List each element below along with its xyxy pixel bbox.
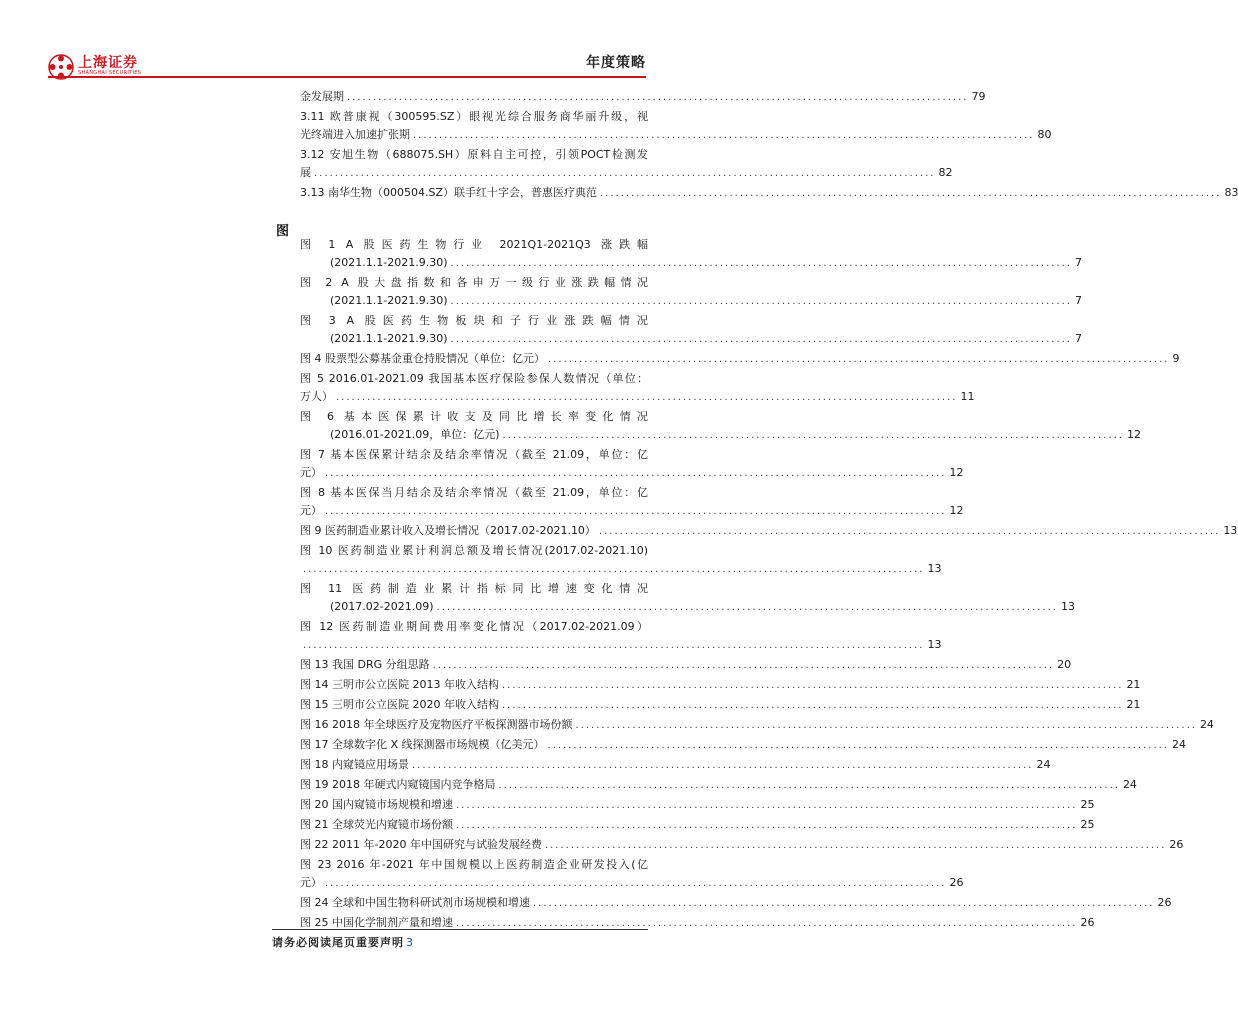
toc-entry-page: 12 [1126, 428, 1141, 441]
toc-entry[interactable] [300, 108, 1052, 144]
toc-entry-page: 9 [1172, 352, 1180, 365]
toc-entry-title: 元） [300, 504, 322, 517]
toc-entry[interactable] [300, 776, 1137, 794]
toc-entry-page: 21 [1126, 678, 1141, 691]
dot-leader: ........................................................................................................................ [533, 898, 1155, 909]
dot-leader: ........................................................................................................................ [303, 640, 925, 651]
dot-leader: ........................................................................................................................ [347, 92, 969, 103]
toc-entry[interactable] [300, 716, 1214, 734]
toc-entry-title: 金发展期 [300, 90, 344, 103]
dot-leader: ........................................................................................................................ [336, 392, 958, 403]
toc-entry-page: 80 [1037, 128, 1052, 141]
toc-entry-page: 26 [949, 876, 964, 889]
toc-entry-title: (2016.01-2021.09，单位：亿元) [330, 428, 500, 441]
dot-leader: ........................................................................................................................ [412, 760, 1034, 771]
toc-entry-title: 图 20 国内窥镜市场规模和增速 [300, 798, 453, 811]
page-header [0, 0, 724, 80]
toc-entry-title: 元） [300, 466, 322, 479]
toc-entry-title: 图 4 股票型公募基金重仓持股情况（单位：亿元） [300, 352, 545, 365]
toc-entry-page: 12 [949, 504, 964, 517]
toc-entry-title: 图 2 A 股大盘指数和各申万一级行业涨跌幅情况 [300, 276, 648, 289]
dot-leader: ........................................................................................................................ [498, 780, 1120, 791]
toc-entry[interactable] [300, 484, 964, 520]
dot-leader: ........................................................................................................................ [450, 296, 1072, 307]
toc-entry-title: 图 21 全球荧光内窥镜市场份额 [300, 818, 453, 831]
toc-entry-page: 13 [1060, 600, 1075, 613]
toc-entry[interactable] [300, 146, 953, 182]
toc-entry[interactable] [300, 274, 1082, 310]
toc-entry-title: 图 7 基本医保累计结余及结余率情况（截至 21.09，单位：亿 [300, 448, 648, 461]
toc-entry[interactable] [300, 836, 1184, 854]
toc-entry-title: 图 8 基本医保当月结余及结余率情况（截至 21.09，单位：亿 [300, 486, 648, 499]
toc-entry[interactable] [300, 580, 1075, 616]
toc-entry-page: 13 [1223, 524, 1238, 537]
dot-leader: ........................................................................................................................ [548, 354, 1170, 365]
toc-entry[interactable] [300, 856, 964, 892]
dot-leader: ........................................................................................................................ [456, 800, 1078, 811]
toc-entry-page: 83 [1224, 186, 1238, 199]
toc-entry-title: (2021.1.1-2021.9.30) [330, 294, 448, 307]
dot-leader: ........................................................................................................................ [544, 840, 1167, 851]
sections-list [300, 88, 1238, 204]
toc-entry-page: 26 [1169, 838, 1184, 851]
toc-entry[interactable] [300, 736, 1186, 754]
toc-entry-page: 12 [949, 466, 964, 479]
toc-entry-title: 图 24 全球和中国生物科研试剂市场规模和增速 [300, 896, 530, 909]
dot-leader: ........................................................................................................................ [450, 258, 1072, 269]
logo-text-en: SHANGHAI SECURITIES [78, 70, 142, 76]
dot-leader: ........................................................................................................................ [314, 168, 936, 179]
toc-entry-title: 元） [300, 876, 322, 889]
dot-leader: ........................................................................................................................ [325, 878, 947, 889]
toc-entry-title: 图 3 A 股医药生物板块和子行业涨跌幅情况 [300, 314, 648, 327]
toc-entry-page: 7 [1074, 294, 1082, 307]
toc-entry-title: 图 5 2016.01-2021.09 我国基本医疗保险参保人数情况（单位： [300, 372, 648, 385]
toc-entry-page: 21 [1126, 698, 1141, 711]
toc-entry-title: 图 23 2016 年-2021 年中国规模以上医药制造企业研发投入(亿 [300, 858, 648, 871]
toc-entry-title: 图 9 医药制造业累计收入及增长情况（2017.02-2021.10） [300, 524, 596, 537]
dot-leader: ........................................................................................................................ [456, 918, 1078, 929]
toc-entry[interactable] [300, 696, 1141, 714]
toc-entry[interactable] [300, 618, 942, 654]
dot-leader: ........................................................................................................................ [547, 740, 1169, 751]
toc-entry-title: 图 12 医药制造业期间费用率变化情况（2017.02-2021.09） [300, 620, 648, 633]
toc-entry-title: 图 14 三明市公立医院 2013 年收入结构 [300, 678, 499, 691]
toc-entry-page: 24 [1171, 738, 1186, 751]
toc-entry[interactable] [300, 408, 1141, 444]
dot-leader: ........................................................................................................................ [303, 564, 925, 575]
toc-entry[interactable] [300, 370, 975, 406]
toc-entry[interactable] [300, 542, 942, 578]
dot-leader: ........................................................................................................................ [501, 680, 1124, 691]
toc-entry-page: 25 [1080, 818, 1095, 831]
dot-leader: ........................................................................................................................ [501, 700, 1124, 711]
toc-entry-page: 7 [1074, 256, 1082, 269]
toc-entry-title: 图 16 2018 年全球医疗及宠物医疗平板探测器市场份额 [300, 718, 573, 731]
toc-entry-title: 图 18 内窥镜应用场景 [300, 758, 409, 771]
dot-leader: ........................................................................................................................ [456, 820, 1078, 831]
toc-entry-title: 图 19 2018 年硬式内窥镜国内竞争格局 [300, 778, 496, 791]
toc-entry[interactable] [300, 816, 1095, 834]
toc-entry[interactable] [300, 756, 1051, 774]
page-footer [272, 934, 414, 950]
toc-entry[interactable] [300, 184, 1238, 202]
toc-entry-page: 26 [1157, 896, 1172, 909]
dot-leader: ........................................................................................................................ [325, 506, 947, 517]
toc-entry-page: 24 [1036, 758, 1051, 771]
toc-entry[interactable] [300, 522, 1238, 540]
toc-entry-title: 图 22 2011 年-2020 年中国研究与试验发展经费 [300, 838, 542, 851]
toc-entry[interactable] [300, 676, 1141, 694]
dot-leader: ........................................................................................................................ [502, 430, 1124, 441]
toc-entry-page: 7 [1074, 332, 1082, 345]
toc-entry-title: 光终端进入加速扩张期 [300, 128, 410, 141]
toc-entry-title: 展 [300, 166, 311, 179]
dot-leader: ........................................................................................................................ [575, 720, 1197, 731]
figures-list [300, 236, 1238, 934]
toc-entry[interactable] [300, 796, 1095, 814]
figures-section-label: 图 [276, 224, 290, 239]
toc-entry-title: 图 1 A 股医药生物行业 2021Q1-2021Q3 涨跌幅 [300, 238, 648, 251]
dot-leader: ........................................................................................................................ [450, 334, 1072, 345]
toc-entry-title: 3.12 安旭生物（688075.SH）原料自主可控，引领POCT检测发 [300, 148, 648, 161]
footer-notice: 请务必阅读尾页重要声明 [272, 936, 404, 949]
toc-entry-page: 24 [1122, 778, 1137, 791]
toc-entry-title: 图 10 医药制造业累计利润总额及增长情况(2017.02-2021.10) [300, 544, 648, 557]
table-of-contents [300, 88, 1238, 204]
figures-toc [300, 236, 1238, 934]
document-type: 年度策略 [586, 55, 646, 71]
toc-entry-title: (2021.1.1-2021.9.30) [330, 332, 448, 345]
toc-entry-page: 13 [927, 638, 942, 651]
toc-entry-title: (2021.1.1-2021.9.30) [330, 256, 448, 269]
toc-entry-title: 图 15 三明市公立医院 2020 年收入结构 [300, 698, 499, 711]
toc-entry-page: 11 [960, 390, 975, 403]
footer-divider [272, 929, 648, 930]
toc-entry-title: (2017.02-2021.09) [330, 600, 434, 613]
dot-leader: ........................................................................................................................ [600, 188, 1222, 199]
toc-entry-title: 图 17 全球数字化 X 线探测器市场规模（亿美元） [300, 738, 545, 751]
header-divider [48, 76, 646, 78]
toc-entry-page: 20 [1057, 658, 1072, 671]
toc-entry[interactable] [300, 350, 1180, 368]
toc-entry-page: 24 [1199, 718, 1214, 731]
toc-entry[interactable] [300, 312, 1082, 348]
dot-leader: ........................................................................................................................ [325, 468, 947, 479]
toc-entry[interactable] [300, 656, 1072, 674]
toc-entry-title: 3.13 南华生物（000504.SZ）联手红十字会，普惠医疗典范 [300, 186, 597, 199]
dot-leader: ........................................................................................................................ [598, 526, 1221, 537]
dot-leader: ........................................................................................................................ [432, 660, 1055, 671]
page-number: 3 [406, 936, 414, 949]
toc-entry-page: 79 [971, 90, 986, 103]
logo-text-cn: 上海证券 [78, 55, 138, 71]
toc-entry-title: 万人） [300, 390, 333, 403]
toc-entry[interactable] [300, 894, 1172, 912]
dot-leader: ........................................................................................................................ [436, 602, 1058, 613]
toc-entry-page: 13 [927, 562, 942, 575]
toc-entry-title: 3.11 欧普康视（300595.SZ）眼视光综合服务商华丽升级，视 [300, 110, 648, 123]
toc-entry-title: 图 25 中国化学制剂产量和增速 [300, 916, 453, 929]
toc-entry-page: 82 [938, 166, 953, 179]
toc-entry[interactable] [300, 88, 986, 106]
toc-entry-title: 图 13 我国 DRG 分组思路 [300, 658, 430, 671]
toc-entry-page: 26 [1080, 916, 1095, 929]
toc-entry-page: 25 [1080, 798, 1095, 811]
toc-entry-title: 图 6 基本医保累计收支及同比增长率变化情况 [300, 410, 648, 423]
toc-entry-title: 图 11 医药制造业累计指标同比增速变化情况 [300, 582, 648, 595]
dot-leader: ........................................................................................................................ [413, 130, 1035, 141]
toc-entry[interactable] [300, 446, 964, 482]
toc-entry[interactable] [300, 236, 1082, 272]
